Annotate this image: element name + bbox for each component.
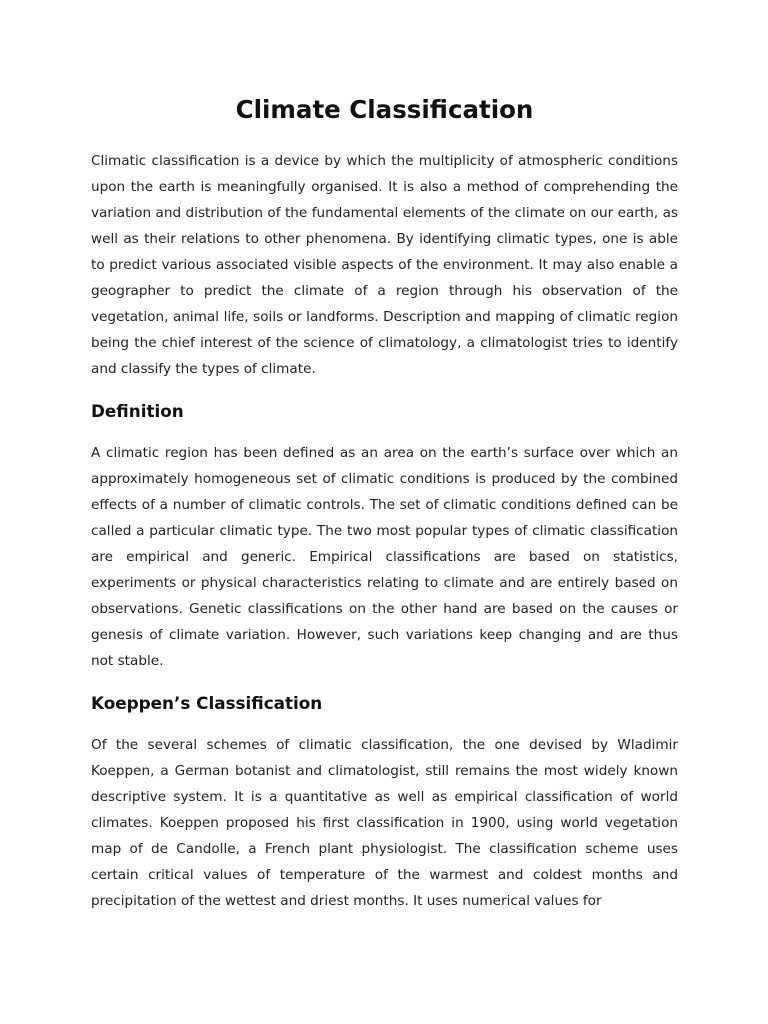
koeppen-classification-paragraph: Of the several schemes of climatic classification, the one devised by Wladimir Koeppen, a German botanist and climatologist, still remains the most widely known descriptive system. It is a quantitative as well as empirical classification of world climates. Koeppen proposed his first classification in 1900, using world vegetation map of de Candolle, a French plant physiologist. The classification scheme uses certain critical values of temperature of the warmest and coldest months and precipitation of the wettest and driest months. It uses numerical values for: [91, 737, 678, 909]
definition-heading: Definition: [91, 401, 184, 421]
definition-paragraph: A climatic region has been defined as an area on the earth’s surface over which an approximately homogeneous set of climatic conditions is produced by the combined effects of a number of climatic controls. The set of climatic conditions defined can be called a particular climatic type. The two most popular types of climatic classification are empirical and generic. Empirical classifications are based on statistics, experiments or physical characteristics relating to climate and are entirely based on observations. Genetic classifications on the other hand are based on the causes or genesis of climate variation. However, such variations keep changing and are thus not stable.: [91, 445, 678, 669]
koeppen-classification-heading: Koeppen’s Classification: [91, 693, 323, 713]
document-title: Climate Classification: [235, 95, 534, 124]
intro-paragraph: Climatic classification is a device by which the multiplicity of atmospheric conditions upon the earth is meaningfully organised. It is also a method of comprehending the variation and distribution of the fundamental elements of the climate on our earth, as well as their relations to other phenomena. By identifying climatic types, one is able to predict various associated visible aspects of the environment. It may also enable a geographer to predict the climate of a region through his observation of the vegetation, animal life, soils or landforms. Description and mapping of climatic region being the chief interest of the science of climatology, a climatologist tries to identify and classify the types of climate.: [91, 153, 678, 377]
